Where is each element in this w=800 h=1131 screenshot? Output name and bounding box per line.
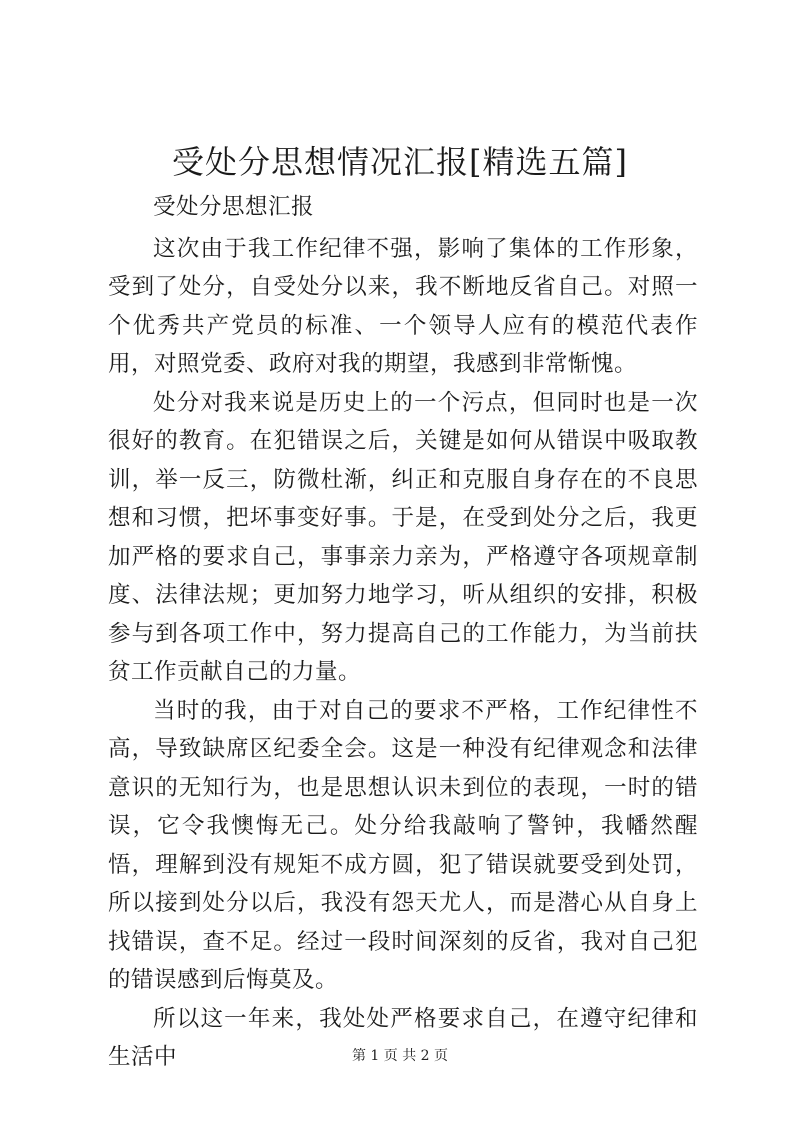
document-subheading: 受处分思想汇报 (153, 194, 315, 220)
document-body (108, 188, 698, 1077)
page-footer: 第 1 页 共 2 页 (351, 1048, 449, 1064)
paragraph-3: 当时的我，由于对自己的要求不严格，工作纪律性不高，导致缺席区纪委全会。这是一种没有纪律观念和法律意识的无知行为，也是思想认识未到位的表现，一时的错误，它令我懊悔无己。处分给我敲响了警钟，我幡然醒悟，理解到没有规矩不成方圆，犯了错误就要受到处罚，所以接到处分以后，我没有怨天尤人，而是潜心从自身上找错误，查不足。经过一段时间深刻的反省，我对自己犯的错误感到后悔莫及。 (108, 697, 698, 993)
document-title: 受处分思想情况汇报[精选五篇] (172, 143, 628, 181)
paragraph-2: 处分对我来说是历史上的一个污点，但同时也是一次很好的教育。在犯错误之后，关键是如何从错误中吸取教训，举一反三，防微杜渐，纠正和克服自身存在的不良思想和习惯，把坏事变好事。于是，在受到处分之后，我更加严格的要求自己，事事亲力亲为，严格遵守各项规章制度、法律法规；更加努力地学习，听从组织的安排，积极参与到各项工作中，努力提高自己的工作能力，为当前扶贫工作贡献自己的力量。 (108, 389, 698, 685)
paragraph-4: 所以这一年来，我处处严格要求自己，在遵守纪律和生活中 (108, 1005, 698, 1070)
paragraph-1: 这次由于我工作纪律不强，影响了集体的工作形象，受到了处分，自受处分以来，我不断地反省自己。对照一个优秀共产党员的标准、一个领导人应有的模范代表作用，对照党委、政府对我的期望，我感到非常惭愧。 (108, 235, 698, 377)
